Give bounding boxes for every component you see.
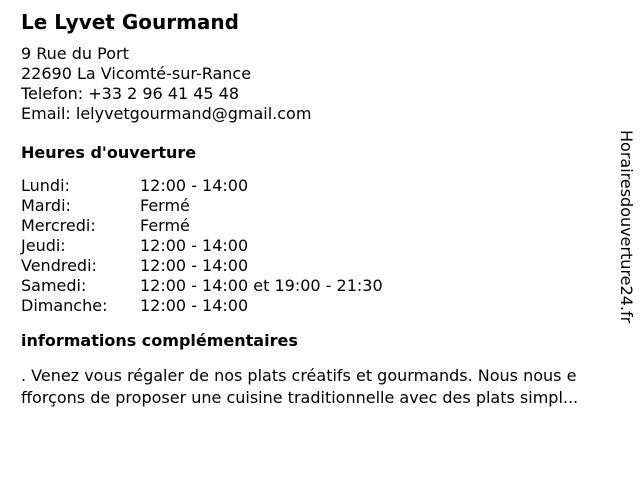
hours-day-label: Dimanche: bbox=[21, 296, 108, 315]
hours-list bbox=[21, 176, 611, 316]
watermark-site-label: Horairesdouverture24.fr bbox=[617, 130, 636, 324]
address-city: 22690 La Vicomté-sur-Rance bbox=[21, 64, 252, 83]
hours-row bbox=[21, 216, 611, 236]
hours-day-label: Vendredi: bbox=[21, 256, 97, 275]
phone-line: Telefon: +33 2 96 41 45 48 bbox=[21, 84, 240, 103]
hours-times: Fermé bbox=[140, 196, 190, 215]
hours-row bbox=[21, 236, 611, 256]
hours-times: 12:00 - 14:00 bbox=[140, 256, 249, 275]
hours-row bbox=[21, 276, 611, 296]
hours-times: 12:00 - 14:00 bbox=[140, 236, 249, 255]
info-paragraph bbox=[21, 365, 611, 409]
hours-times: 12:00 - 14:00 et 19:00 - 21:30 bbox=[140, 276, 383, 295]
address-block bbox=[21, 44, 611, 124]
email-line: Email: lelyvetgourmand@gmail.com bbox=[21, 104, 312, 123]
address-street: 9 Rue du Port bbox=[21, 44, 129, 63]
hours-times: Fermé bbox=[140, 216, 190, 235]
hours-day-label: Mardi: bbox=[21, 196, 71, 215]
hours-row bbox=[21, 176, 611, 196]
hours-day-label: Jeudi: bbox=[21, 236, 66, 255]
hours-day-label: Mercredi: bbox=[21, 216, 96, 235]
hours-day-label: Samedi: bbox=[21, 276, 87, 295]
hours-row bbox=[21, 296, 611, 316]
hours-times: 12:00 - 14:00 bbox=[140, 296, 249, 315]
info-heading: informations complémentaires bbox=[21, 331, 298, 350]
info-line: . Venez vous régaler de nos plats créatifs et gourmands. Nous nous e bbox=[21, 366, 577, 385]
hours-heading: Heures d'ouverture bbox=[21, 143, 197, 162]
hours-day-label: Lundi: bbox=[21, 176, 70, 195]
hours-row bbox=[21, 256, 611, 276]
hours-row bbox=[21, 196, 611, 216]
hours-times: 12:00 - 14:00 bbox=[140, 176, 249, 195]
info-line: fforçons de proposer une cuisine traditionnelle avec des plats simpl... bbox=[21, 388, 579, 407]
business-name: Le Lyvet Gourmand bbox=[21, 10, 239, 34]
